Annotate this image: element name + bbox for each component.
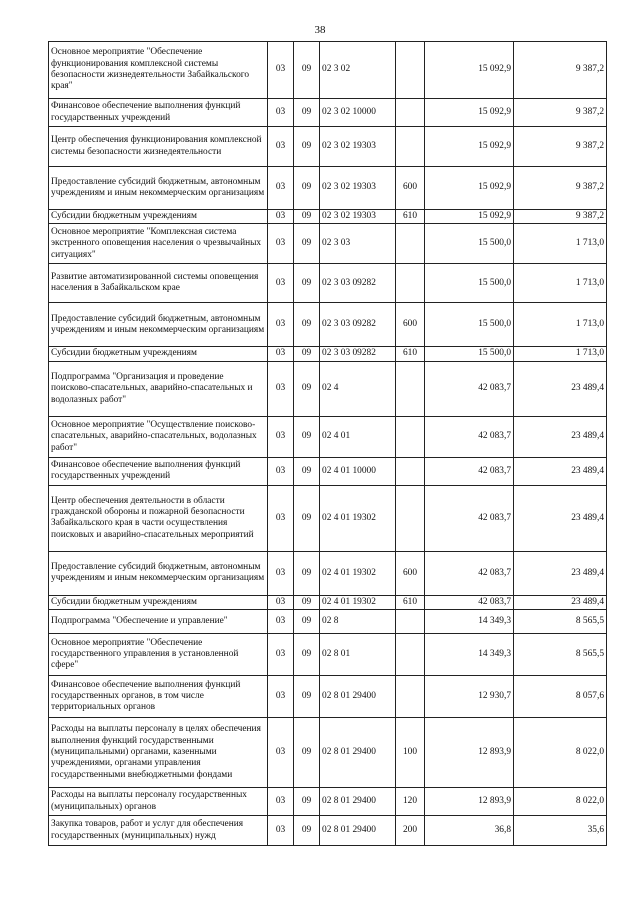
row-section: 03	[268, 485, 294, 551]
row-subsection: 09	[294, 347, 320, 361]
row-target-code: 02 3 02	[320, 42, 396, 99]
row-section: 03	[268, 676, 294, 718]
row-section: 03	[268, 634, 294, 676]
row-name: Подпрограмма "Обеспечение и управление"	[49, 610, 268, 634]
row-section: 03	[268, 42, 294, 99]
row-subsection: 09	[294, 42, 320, 99]
row-fact-amount: 23 489,4	[514, 457, 607, 485]
row-section: 03	[268, 816, 294, 846]
row-subsection: 09	[294, 595, 320, 609]
row-name: Финансовое обеспечение выполнения функций государственных учреждений	[49, 457, 268, 485]
table-row	[49, 457, 607, 485]
row-expense-type	[396, 634, 425, 676]
row-expense-type	[396, 457, 425, 485]
row-plan-amount: 42 083,7	[425, 416, 514, 457]
row-subsection: 09	[294, 361, 320, 416]
row-expense-type: 610	[396, 347, 425, 361]
row-expense-type	[396, 42, 425, 99]
row-expense-type: 120	[396, 788, 425, 816]
row-target-code: 02 4 01 10000	[320, 457, 396, 485]
row-section: 03	[268, 210, 294, 224]
row-fact-amount: 8 022,0	[514, 718, 607, 788]
row-plan-amount: 14 349,3	[425, 610, 514, 634]
row-target-code: 02 3 03 09282	[320, 303, 396, 347]
row-fact-amount: 23 489,4	[514, 595, 607, 609]
row-fact-amount: 8 565,5	[514, 634, 607, 676]
row-name: Развитие автоматизированной системы оповещения населения в Забайкальском крае	[49, 264, 268, 303]
row-target-code: 02 4	[320, 361, 396, 416]
row-plan-amount: 42 083,7	[425, 361, 514, 416]
row-plan-amount: 15 092,9	[425, 99, 514, 127]
row-target-code: 02 8 01 29400	[320, 676, 396, 718]
row-subsection: 09	[294, 210, 320, 224]
row-plan-amount: 12 930,7	[425, 676, 514, 718]
row-subsection: 09	[294, 634, 320, 676]
row-plan-amount: 42 083,7	[425, 551, 514, 595]
row-subsection: 09	[294, 485, 320, 551]
row-expense-type: 600	[396, 303, 425, 347]
row-fact-amount: 1 713,0	[514, 347, 607, 361]
row-section: 03	[268, 718, 294, 788]
row-section: 03	[268, 610, 294, 634]
row-expense-type	[396, 610, 425, 634]
row-plan-amount: 15 500,0	[425, 224, 514, 264]
table-row	[49, 816, 607, 846]
table-row	[49, 303, 607, 347]
row-subsection: 09	[294, 167, 320, 210]
row-name: Центр обеспечения функционирования комплексной системы безопасности жизнедеятельности	[49, 127, 268, 167]
row-target-code: 02 4 01 19302	[320, 485, 396, 551]
row-fact-amount: 9 387,2	[514, 42, 607, 99]
row-plan-amount: 42 083,7	[425, 485, 514, 551]
table-row	[49, 788, 607, 816]
budget-table	[48, 41, 607, 846]
row-target-code: 02 3 02 19303	[320, 127, 396, 167]
row-name: Закупка товаров, работ и услуг для обеспечения государственных (муниципальных) нужд	[49, 816, 268, 846]
row-subsection: 09	[294, 788, 320, 816]
row-subsection: 09	[294, 416, 320, 457]
row-subsection: 09	[294, 816, 320, 846]
table-row	[49, 676, 607, 718]
row-target-code: 02 8 01 29400	[320, 788, 396, 816]
row-target-code: 02 3 03	[320, 224, 396, 264]
table-row	[49, 42, 607, 99]
row-subsection: 09	[294, 224, 320, 264]
table-row	[49, 167, 607, 210]
table-row	[49, 99, 607, 127]
table-row	[49, 416, 607, 457]
row-expense-type: 200	[396, 816, 425, 846]
row-section: 03	[268, 361, 294, 416]
table-row	[49, 551, 607, 595]
row-subsection: 09	[294, 99, 320, 127]
table-row	[49, 224, 607, 264]
row-name: Расходы на выплаты персоналу в целях обеспечения выполнения функций государственными (муниципальными) органами, казенными учреждениями, органами управления государственными внебюджетными фондами	[49, 718, 268, 788]
row-expense-type	[396, 99, 425, 127]
row-plan-amount: 15 092,9	[425, 167, 514, 210]
row-fact-amount: 23 489,4	[514, 416, 607, 457]
row-plan-amount: 42 083,7	[425, 595, 514, 609]
row-target-code: 02 3 02 10000	[320, 99, 396, 127]
row-plan-amount: 42 083,7	[425, 457, 514, 485]
row-name: Основное мероприятие "Осуществление поисково-спасательных, аварийно-спасательных, водолазных работ"	[49, 416, 268, 457]
row-expense-type: 100	[396, 718, 425, 788]
row-expense-type: 610	[396, 595, 425, 609]
row-section: 03	[268, 167, 294, 210]
row-target-code: 02 3 02 19303	[320, 167, 396, 210]
row-plan-amount: 15 500,0	[425, 347, 514, 361]
row-expense-type	[396, 676, 425, 718]
row-plan-amount: 12 893,9	[425, 788, 514, 816]
row-plan-amount: 15 092,9	[425, 127, 514, 167]
row-name: Предоставление субсидий бюджетным, автономным учреждениям и иным некоммерческим организациям	[49, 167, 268, 210]
row-expense-type	[396, 264, 425, 303]
row-target-code: 02 8 01 29400	[320, 816, 396, 846]
row-fact-amount: 23 489,4	[514, 551, 607, 595]
row-target-code: 02 8 01 29400	[320, 718, 396, 788]
table-row	[49, 718, 607, 788]
row-fact-amount: 23 489,4	[514, 485, 607, 551]
row-fact-amount: 1 713,0	[514, 303, 607, 347]
row-subsection: 09	[294, 127, 320, 167]
row-fact-amount: 1 713,0	[514, 224, 607, 264]
page-number: 38	[314, 24, 326, 36]
table-row	[49, 127, 607, 167]
row-section: 03	[268, 347, 294, 361]
row-section: 03	[268, 264, 294, 303]
row-name: Предоставление субсидий бюджетным, автономным учреждениям и иным некоммерческим организациям	[49, 551, 268, 595]
row-section: 03	[268, 303, 294, 347]
row-name: Основное мероприятие "Комплексная система экстренного оповещения населения о чрезвычайных ситуациях"	[49, 224, 268, 264]
row-target-code: 02 8 01	[320, 634, 396, 676]
table-row	[49, 264, 607, 303]
row-name: Центр обеспечения деятельности в области гражданской обороны и пожарной безопасности Забайкальского края в части осуществления поисковых и аварийно-спасательных мероприятий	[49, 485, 268, 551]
row-section: 03	[268, 416, 294, 457]
row-expense-type: 600	[396, 551, 425, 595]
row-section: 03	[268, 788, 294, 816]
row-plan-amount: 14 349,3	[425, 634, 514, 676]
row-target-code: 02 3 03 09282	[320, 264, 396, 303]
table-row	[49, 347, 607, 361]
row-target-code: 02 8	[320, 610, 396, 634]
table-row	[49, 595, 607, 609]
row-section: 03	[268, 127, 294, 167]
row-fact-amount: 9 387,2	[514, 210, 607, 224]
row-plan-amount: 12 893,9	[425, 718, 514, 788]
row-name: Основное мероприятие "Обеспечение функционирования комплексной системы безопасности жизнедеятельности Забайкальского края"	[49, 42, 268, 99]
row-expense-type	[396, 485, 425, 551]
row-section: 03	[268, 99, 294, 127]
row-section: 03	[268, 457, 294, 485]
row-name: Подпрограмма "Организация и проведение поисково-спасательных, аварийно-спасательных и водолазных работ"	[49, 361, 268, 416]
row-fact-amount: 35,6	[514, 816, 607, 846]
table-row	[49, 210, 607, 224]
row-plan-amount: 15 092,9	[425, 42, 514, 99]
row-name: Финансовое обеспечение выполнения функций государственных учреждений	[49, 99, 268, 127]
table-row	[49, 634, 607, 676]
row-fact-amount: 1 713,0	[514, 264, 607, 303]
row-section: 03	[268, 595, 294, 609]
row-fact-amount: 23 489,4	[514, 361, 607, 416]
row-fact-amount: 8 057,6	[514, 676, 607, 718]
table-row	[49, 610, 607, 634]
row-subsection: 09	[294, 610, 320, 634]
table-row	[49, 485, 607, 551]
row-fact-amount: 9 387,2	[514, 167, 607, 210]
row-plan-amount: 15 500,0	[425, 264, 514, 303]
row-target-code: 02 4 01	[320, 416, 396, 457]
row-section: 03	[268, 224, 294, 264]
row-subsection: 09	[294, 676, 320, 718]
row-subsection: 09	[294, 718, 320, 788]
row-name: Основное мероприятие "Обеспечение государственного управления в установленной сфере"	[49, 634, 268, 676]
row-plan-amount: 15 092,9	[425, 210, 514, 224]
row-name: Финансовое обеспечение выполнения функций государственных органов, в том числе территориальных органов	[49, 676, 268, 718]
row-name: Субсидии бюджетным учреждениям	[49, 210, 268, 224]
row-expense-type: 600	[396, 167, 425, 210]
row-fact-amount: 9 387,2	[514, 127, 607, 167]
row-name: Предоставление субсидий бюджетным, автономным учреждениям и иным некоммерческим организациям	[49, 303, 268, 347]
row-fact-amount: 8 022,0	[514, 788, 607, 816]
row-name: Расходы на выплаты персоналу государственных (муниципальных) органов	[49, 788, 268, 816]
table-row	[49, 361, 607, 416]
row-target-code: 02 4 01 19302	[320, 551, 396, 595]
row-fact-amount: 9 387,2	[514, 99, 607, 127]
row-plan-amount: 15 500,0	[425, 303, 514, 347]
row-fact-amount: 8 565,5	[514, 610, 607, 634]
row-name: Субсидии бюджетным учреждениям	[49, 347, 268, 361]
row-subsection: 09	[294, 303, 320, 347]
row-expense-type	[396, 224, 425, 264]
row-expense-type: 610	[396, 210, 425, 224]
row-expense-type	[396, 361, 425, 416]
row-subsection: 09	[294, 551, 320, 595]
row-expense-type	[396, 416, 425, 457]
row-section: 03	[268, 551, 294, 595]
row-target-code: 02 3 02 19303	[320, 210, 396, 224]
row-name: Субсидии бюджетным учреждениям	[49, 595, 268, 609]
row-subsection: 09	[294, 457, 320, 485]
row-target-code: 02 4 01 19302	[320, 595, 396, 609]
row-subsection: 09	[294, 264, 320, 303]
row-expense-type	[396, 127, 425, 167]
row-target-code: 02 3 03 09282	[320, 347, 396, 361]
row-plan-amount: 36,8	[425, 816, 514, 846]
